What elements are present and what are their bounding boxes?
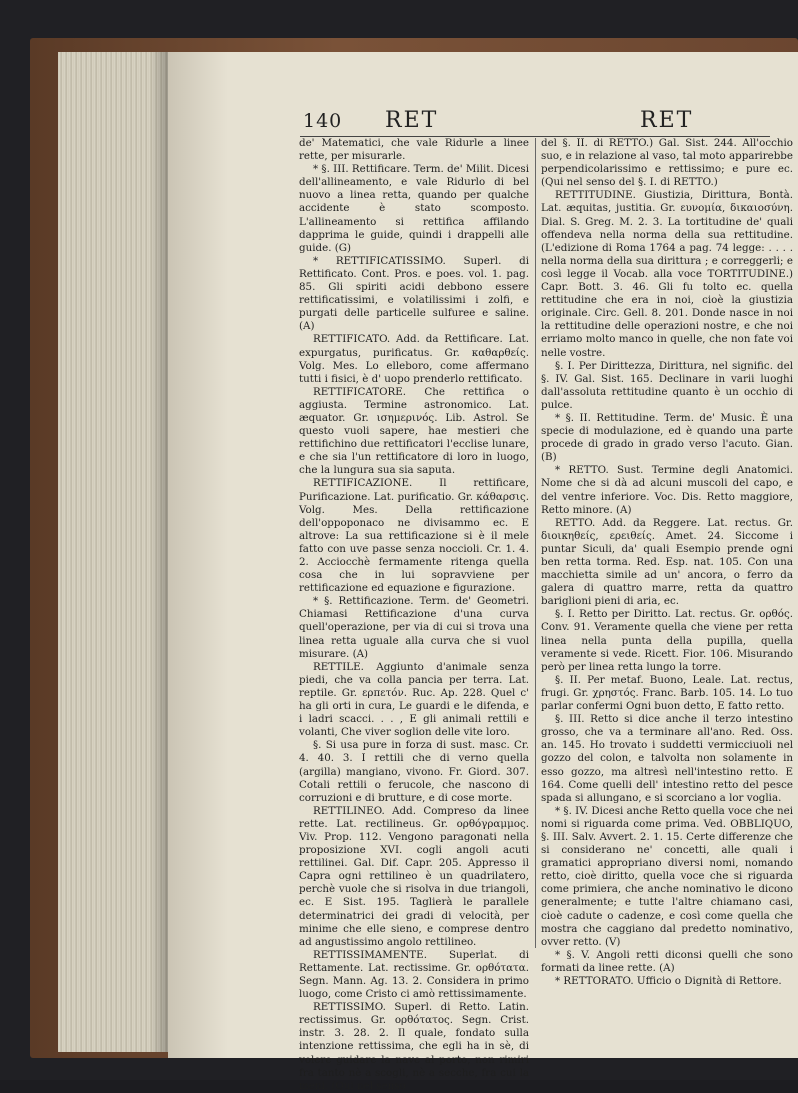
entry-paragraph: * RETTIFICATISSIMO. Superl. di Rettificato. Cont. Pros. e poes. vol. 1. pag. 85. Gli spiriti acidi debbono essere rettificatissimi, e volatilissimi i zolfi, e purgati delle particelle sulfuree e saline. (A) (299, 254, 529, 333)
entry-paragraph: RETTIFICAZIONE. Il rettificare, Purificazione. Lat. purificatio. Gr. κάθαρσις. Volg. Mes. Della rettificazione dell'oppoponaco ne divisammo ec. E altrove: La sua rettificazione si è il mele fatto con uve passe senza noccioli. Cr. 1. 4. 2. Acciocchè fermamente ritenga quella cosa che in lui sopravviene per rettificazione ed equazione e figurazione. (299, 477, 529, 595)
entry-paragraph: §. III. Retto si dice anche il terzo intestino grosso, che va a terminare all'ano. Red. Oss. an. 145. Ho trovato i suddetti vermicciuoli nel gozzo del colon, e talvolta non solamente in esso gozzo, ma altresì nell'intestino retto. E 164. Come quelli dell' intestino retto del pesce spada si allungano, e si scorciano a lor voglia. (541, 713, 793, 804)
entry-paragraph: * §. Rettificazione. Term. de' Geometri. Chiamasi Rettificazione d'una curva quell'operazione, per via di cui si trova una linea retta uguale alla curva che si vuol misurare. (A) (299, 595, 529, 660)
entry-paragraph: RETTIFICATO. Add. da Rettificare. Lat. expurgatus, purificatus. Gr. καθαρθείς. Volg. Mes. Lo elleboro, come affermano tutti i fisici, è d' uopo prenderlo rettificato. (299, 333, 529, 385)
running-head-right: RET (640, 108, 694, 133)
entry-paragraph: RETTISSIMO. Superl. di Retto. Latin. rectissimus. Gr. ορθότατος. Segn. Crist. instr. 3. 28. 2. Il quale, fondato sulla intenzione rettissima, che egli ha in sè, di volere guidare la nave al porto, non rimiri fra tanto nè a scogli, nè a secche, fra cui la meni. (Qui nel senso (299, 1001, 529, 1092)
entry-paragraph: RETTILINEO. Add. Compreso da linee rette. Lat. rectilineus. Gr. ορθόγραμμος. Viv. Prop. 112. Vengono paragonati nella proposizione XVI. cogli angoli acuti rettilinei. Gal. Dif. Capr. 205. Appresso il Capra ogni rettilineo è un quadrilatero, perchè vuole che si risolva in due triangoli, ec. E Sist. 195. Taglierà le parallele determinatrici dei gradi di velocità, per minime che elle sieno, e comprese dentro ad angustissimo angolo rettilineo. (299, 804, 529, 948)
left-column (299, 137, 529, 1093)
entry-paragraph: RETTO. Add. da Reggere. Lat. rectus. Gr. διοικηθείς, ερειθείς. Amet. 24. Siccome i puntar Siculi, da' quali Esempio prende ogni ben retta torma. Red. Esp. nat. 105. Con una macchietta simile ad un' ancora, o ferro da galera di quattro marre, retta da quattro bariglioni pieni di aria, ec. (541, 516, 793, 608)
entry-paragraph: del §. II. di RETTO.) Gal. Sist. 244. All'occhio suo, e in relazione al vaso, tal moto apparirebbe perpendicolarissimo e rettissimo; e pure ec. (Qui nel senso del §. I. di RETTO.) (541, 137, 793, 189)
entry-paragraph: * §. V. Angoli retti diconsi quelli che sono formati da linee rette. (A) (541, 948, 793, 974)
entry-paragraph: RETTILE. Aggiunto d'animale senza piedi, che va colla pancia per terra. Lat. reptile. Gr. ερπετόν. Ruc. Ap. 228. Quel c' ha gli orti in cura, Le guardi e le difenda, e i ladri scacci. . . , E gli animali rettili e volanti, Che viver soglion delle vite loro. (299, 660, 529, 739)
entry-paragraph: * §. IV. Dicesi anche Retto quella voce che nei nomi si riguarda come prima. Ved. OBBLIQUO, §. III. Salv. Avvert. 2. 1. 15. Certe differenze che si considerano ne' concetti, alle quali i gramatici appropriano diversi nomi, nomando retto, cioè diritto, quella voce che si riguarda come primiera, che anche nominativo le dicono generalmente; e tutte l'altre chiamano casi, cioè cadute o cadenze, e così come quella che mostra che caggiano dal predetto nominativo, ovver retto. (V) (541, 804, 794, 948)
entry-paragraph: RETTIFICATORE. Che rettifica o aggiusta. Termine astronomico. Lat. æquator. Gr. ισημερινός. Lib. Astrol. Se questo vuoli sapere, hae mestieri che rettifichino due rettificatori l'ecclise lunare, e che sia l'un rettificatore di loro in luogo, che la lungura sua sia saputa. (299, 385, 529, 477)
entry-paragraph: * RETTORATO. Ufficio o Dignità di Rettore. (555, 975, 782, 987)
entry-paragraph: * §. II. Rettitudine. Term. de' Music. È una specie di modulazione, ed è quando una parte procede di grado in grado verso l'acuto. Gian. (B) (541, 411, 793, 464)
entry-paragraph: * RETTO. Sust. Termine degli Anatomici. Nome che si dà ad alcuni muscoli del capo, e del ventre inferiore. Voc. Dis. Retto maggiore, Retto minore. (A) (541, 464, 793, 516)
running-head-left: RET (385, 108, 439, 133)
entry-paragraph: §. I. Retto per Diritto. Lat. rectus. Gr. ορθός. Conv. 91. Veramente quella che viene per retta linea nella punta della pupilla, quella veramente si vede. Ricett. Fior. 106. Misurando però per linea retta lungo la torre. (541, 608, 793, 673)
entry-paragraph: RETTISSIMAMENTE. Superlat. di Rettamente. Lat. rectissime. Gr. ορθότατα. Segn. Mann. Ag. 13. 2. Considera in primo luogo, come Cristo ci amò rettissimamente. (299, 948, 529, 1001)
entry-paragraph: RETTITUDINE. Giustizia, Dirittura, Bontà. Lat. æquitas, justitia. Gr. ευνομία, δικαιοσύνη. Dial. S. Greg. M. 2. 3. La tortitudine de' quali offendeva nella norma della sua rettitudine. (L'edizione di Roma 1764 a pag. 74 legge: . . . . nella norma della sua dirittura ; e correggerli; e così legge il Vocab. alla voce TORTITUDINE.) Capr. Bott. 3. 46. Gli fu tolto ec. quella rettitudine che era in noi, cioè la giustizia originale. Circ. Gell. 8. 201. Donde nasce in noi la rettitudine delle operazioni nostre, e che noi erriamo molto manco in quelle, che non fate voi nelle vostre. (541, 189, 793, 359)
entry-paragraph: §. Si usa pure in forza di sust. masc. Cr. 4. 40. 3. I rettili che di verno quella (argilla) mangiano, vivono. Fr. Giord. 307. Cotali rettili o ferucole, che nascono di corruzioni e di brutture, e di cose morte. (299, 739, 529, 804)
page-shading (168, 52, 228, 1058)
entry-paragraph: de' Matematici, che vale Ridurle a linee rette, per misurarle. (299, 137, 529, 163)
entry-paragraph: §. II. Per metaf. Buono, Leale. Lat. rectus, frugi. Gr. χρηστός. Franc. Barb. 105. 14. Lo tuo parlar confermi Ogni buon detto, E fatto retto. (541, 673, 793, 713)
page-number: 140 (303, 110, 343, 132)
right-column (541, 137, 794, 987)
entry-paragraph: * §. III. Rettificare. Term. de' Milit. Dicesi dell'allineamento, e vale Ridurlo di bel nuovo a linea retta, quando per qualche accidente è stato scomposto. L'allineamento si rettifica affilando dapprima le guide, quindi i drappelli alle guide. (G) (299, 163, 529, 254)
column-divider (535, 138, 536, 948)
entry-paragraph: §. I. Per Dirittezza, Dirittura, nel signific. del §. IV. Gal. Sist. 165. Declinare in varii luoghi dall'assoluta rettitudine quanto è un occhio di pulce. (541, 359, 793, 411)
